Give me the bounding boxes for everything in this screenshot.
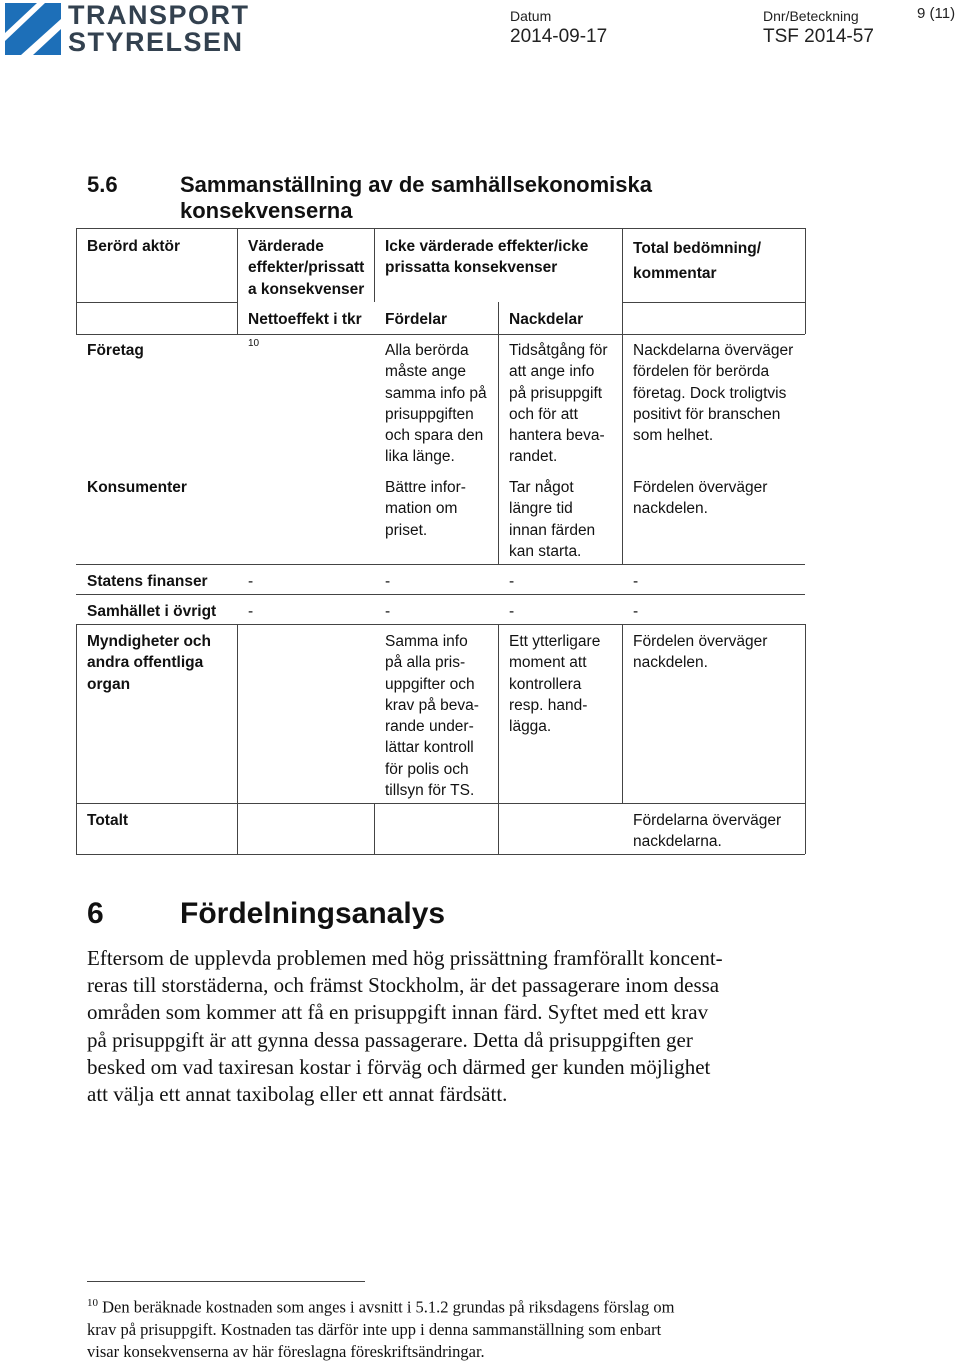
- row-cons-companies: Tidsåtgång för att ange info på prisuppgift och för att hantera beva- randet.: [509, 342, 608, 466]
- row-pros-authorities: Samma info på alla pris- uppgifter och krav på beva- rande under- lättar kontroll för polis och tillsyn för TS.: [385, 633, 479, 800]
- row-pros-society: -: [385, 603, 391, 620]
- row-total-companies: Nackdelarna överväger fördelen för berörda företag. Dock troligtvis positivt för branschen som helhet.: [633, 342, 794, 445]
- row-pros-state-finances: -: [385, 573, 391, 590]
- date-value: 2014-09-17: [510, 26, 608, 47]
- row-total-state-finances: -: [633, 573, 639, 590]
- row-actor-companies: Företag: [87, 342, 144, 359]
- footnote-text: Den beräknade kostnaden som anges i avsnitt i 5.1.2 grundas på riksdagens förslag om krav på prisuppgift. Kostnaden tas därför inte upp i denna sammanställning som enbart visar konsekvenserna av här föreslagna föreskriftsändringar.: [87, 1297, 675, 1362]
- header-affected-actor: Berörd aktör: [87, 238, 181, 255]
- row-actor-authorities: Myndigheter och andra offentliga organ: [87, 633, 212, 693]
- row-cons-state-finances: -: [509, 573, 515, 590]
- logo-text-line1: TRANSPORT: [68, 0, 250, 30]
- footnote-separator: [87, 1281, 365, 1282]
- row-pros-consumers: Bättre infor- mation om priset.: [385, 479, 466, 539]
- row-cons-authorities: Ett ytterligare moment att kontrollera resp. hand- lägga.: [509, 633, 601, 736]
- logo-mark-icon: [5, 3, 63, 55]
- row-total-authorities: Fördelen överväger nackdelen.: [633, 633, 768, 672]
- transportstyrelsen-logo: [5, 0, 250, 57]
- row-total-society: -: [633, 603, 639, 620]
- row-actor-total: Totalt: [87, 812, 129, 829]
- row-pros-companies: Alla berörda måste ange samma info på prisuppgiften och spara den lika länge.: [385, 342, 487, 466]
- header-disadvantages: Nackdelar: [509, 311, 584, 328]
- reference-value: TSF 2014-57: [763, 26, 874, 47]
- footnote-number: 10: [87, 1297, 98, 1309]
- header-total-assessment: Total bedömning/ kommentar: [633, 240, 762, 282]
- section-5-6-number: 5.6: [87, 172, 118, 197]
- row-total-total: Fördelarna överväger nackdelarna.: [633, 812, 782, 851]
- distribution-analysis-paragraph: Eftersom de upplevda problemen med hög prissättning framförallt koncent- reras till storstäderna, och främst Stockholm, är det passagerare inom dessa områden som kommer att få en prisuppgift innan färd. Syftet med ett krav på prisuppgift är att gynna dessa passagerare. Detta då prisuppgiften ger besked om vad taxiresan kostar i förväg och därmed ger kunden möjlighet att välja ett annat taxibolag eller ett annat färdsätt.: [87, 946, 723, 1107]
- section-6-title: Fördelningsanalys: [180, 897, 446, 930]
- row-actor-state-finances: Statens finanser: [87, 573, 208, 590]
- logo-text-line2: STYRELSEN: [68, 27, 244, 57]
- footnote-ref-10: 10: [248, 338, 260, 349]
- row-actor-society: Samhället i övrigt: [87, 603, 217, 620]
- row-cons-consumers: Tar något längre tid innan färden kan starta.: [509, 479, 596, 560]
- row-total-consumers: Fördelen överväger nackdelen.: [633, 479, 768, 518]
- footnote: [87, 1292, 847, 1363]
- page-number: 9 (11): [917, 5, 956, 22]
- header-advantages: Fördelar: [385, 311, 448, 328]
- row-cons-society: -: [509, 603, 515, 620]
- header-valued-effects: Värderade effekter/prissatt a konsekvenser: [248, 238, 365, 298]
- section-6-number: 6: [87, 897, 104, 930]
- row-net-society: -: [248, 603, 254, 620]
- header-net-effect: Nettoeffekt i tkr: [248, 311, 362, 328]
- row-net-state-finances: -: [248, 573, 254, 590]
- reference-label: Dnr/Beteckning: [763, 8, 859, 24]
- section-5-6-title-line2: konsekvenserna: [180, 198, 353, 223]
- row-actor-consumers: Konsumenter: [87, 479, 187, 496]
- date-label: Datum: [510, 8, 552, 24]
- header-unvalued-effects: Icke värderade effekter/icke prissatta konsekvenser: [385, 238, 589, 277]
- section-5-6-title-line1: Sammanställning av de samhällsekonomiska: [180, 172, 652, 197]
